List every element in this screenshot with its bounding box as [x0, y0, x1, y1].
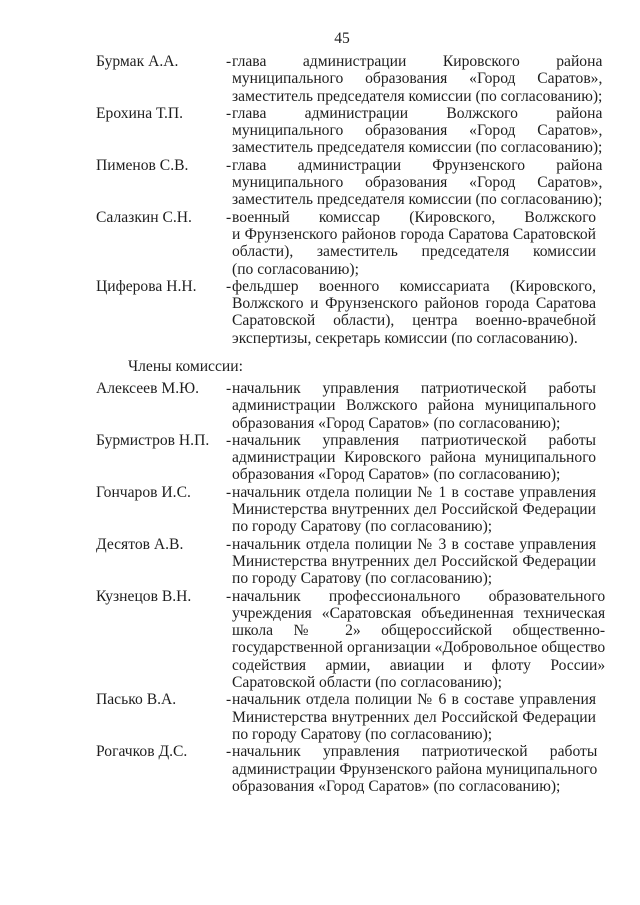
position-line: образования «Город Саратов» (по согласованию); [232, 466, 561, 484]
dash-separator: - [226, 380, 232, 397]
member-position [232, 588, 605, 692]
dash-separator: - [226, 483, 232, 501]
position-line: военный комиссар (Кировского, Волжского [232, 208, 596, 226]
position-line: начальник управления патриотической работы [232, 743, 598, 761]
position-line: экспертизы, секретарь комиссии (по согласованию). [232, 329, 578, 347]
position-line: школа № 2» общероссийской общественно- [232, 622, 606, 640]
member-name: Ерохина Т.П. [96, 104, 184, 122]
member-name: Пименов С.В. [96, 156, 189, 174]
member-name: Кузнецов В.Н. [96, 587, 192, 605]
commission-entry [96, 587, 606, 692]
position-line: муниципального образования «Город Саратов», [232, 122, 603, 140]
member-position [232, 53, 602, 105]
position-line: начальник отдела полиции № 6 в составе управления [232, 691, 596, 709]
position-line: Саратовской области (по согласованию); [232, 674, 503, 692]
dash-separator: - [226, 156, 232, 174]
position-line: Министерства внутренних дел Российской Федерации [232, 501, 596, 519]
position-line: учреждения «Саратовская объединенная техническая [232, 604, 606, 622]
member-name: Циферова Н.Н. [96, 277, 197, 295]
dash-separator: - [226, 53, 232, 70]
member-name: Десятов А.В. [96, 535, 184, 553]
position-line: глава администрации Кировского района [232, 53, 603, 70]
commission-entry [96, 743, 596, 795]
dash-separator: - [226, 277, 232, 295]
member-position [232, 157, 602, 209]
position-line: начальник управления патриотической работы [232, 380, 596, 397]
position-line: муниципального образования «Город Саратов», [232, 70, 603, 88]
position-line: глава администрации Волжского района [232, 104, 603, 122]
position-line: Волжского и Фрунзенского районов города Саратова [232, 295, 596, 313]
commission-entry [96, 156, 603, 209]
dash-separator: - [226, 691, 232, 709]
commission-entry [96, 380, 596, 432]
position-line: Министерства внутренних дел Российской Федерации [232, 708, 596, 726]
dash-separator: - [226, 535, 232, 553]
position-line: муниципального образования «Город Саратов», [232, 174, 603, 192]
commission-entry [96, 209, 596, 278]
commission-entry [96, 536, 596, 588]
position-line: заместитель председателя комиссии (по согласованию); [232, 139, 603, 157]
commission-members-list [96, 380, 606, 795]
position-line: государственной организации «Добровольное общество [232, 639, 606, 657]
member-position [232, 743, 597, 795]
position-line: по городу Саратову (по согласованию); [232, 725, 493, 743]
members-heading: Члены комиссии: [128, 358, 243, 375]
position-line: администрации Волжского района муниципального [232, 397, 596, 415]
dash-separator: - [226, 743, 232, 761]
position-line: начальник профессионального образовательного [232, 587, 606, 605]
commission-entry [96, 53, 603, 105]
dash-separator: - [226, 208, 232, 226]
position-line: содействия армии, авиации и флоту России» [232, 656, 606, 674]
member-name: Рогачков Д.С. [96, 743, 188, 761]
position-line: глава администрации Фрунзенского района [232, 156, 603, 174]
commission-entry [96, 484, 596, 536]
position-line: начальник управления патриотической работы [232, 431, 596, 449]
member-position [232, 278, 596, 347]
commission-entry [96, 278, 596, 347]
page-number: 45 [334, 30, 350, 47]
member-position [232, 432, 596, 484]
position-line: начальник отдела полиции № 3 в составе управления [232, 535, 596, 553]
position-line: начальник отдела полиции № 1 в составе управления [232, 483, 596, 501]
position-line: области), заместитель председателя комиссии [232, 243, 596, 261]
member-name: Пасько В.А. [96, 691, 177, 709]
position-line: заместитель председателя комиссии (по согласованию); [232, 191, 603, 209]
dash-separator: - [226, 104, 232, 122]
member-position [232, 105, 602, 157]
position-line: по городу Саратову (по согласованию); [232, 518, 493, 536]
position-line: заместитель председателя комиссии (по согласованию); [232, 87, 603, 105]
commission-leadership-list [96, 53, 603, 347]
position-line: администрации Фрунзенского района муниципального [232, 760, 598, 778]
dash-separator: - [226, 431, 232, 449]
position-line: образования «Город Саратов» (по согласованию); [232, 414, 561, 432]
position-line: образования «Город Саратов» (по согласованию); [232, 777, 561, 795]
commission-entry [96, 691, 596, 743]
position-line: и Фрунзенского районов города Саратова Саратовской [232, 225, 596, 243]
position-line: Саратовской области), центра военно-врачебной [232, 312, 596, 330]
position-line: Министерства внутренних дел Российской Федерации [232, 552, 596, 570]
member-position [232, 380, 596, 432]
member-name: Гончаров И.С. [96, 483, 191, 501]
position-line: по городу Саратову (по согласованию); [232, 570, 493, 588]
member-name: Салазкин С.Н. [96, 208, 192, 226]
member-position [232, 209, 596, 278]
member-position [232, 484, 596, 536]
member-name: Бурмистров Н.П. [96, 431, 210, 449]
member-position [232, 691, 596, 743]
member-name: Алексеев М.Ю. [96, 380, 200, 397]
position-line: фельдшер военного комиссариата (Кировского, [232, 277, 596, 295]
member-name: Бурмак А.А. [96, 53, 179, 70]
position-line: (по согласованию); [232, 260, 359, 278]
commission-entry [96, 104, 603, 157]
position-line: администрации Кировского района муниципального [232, 449, 596, 467]
commission-entry [96, 432, 596, 484]
member-position [232, 536, 596, 588]
dash-separator: - [226, 587, 232, 605]
